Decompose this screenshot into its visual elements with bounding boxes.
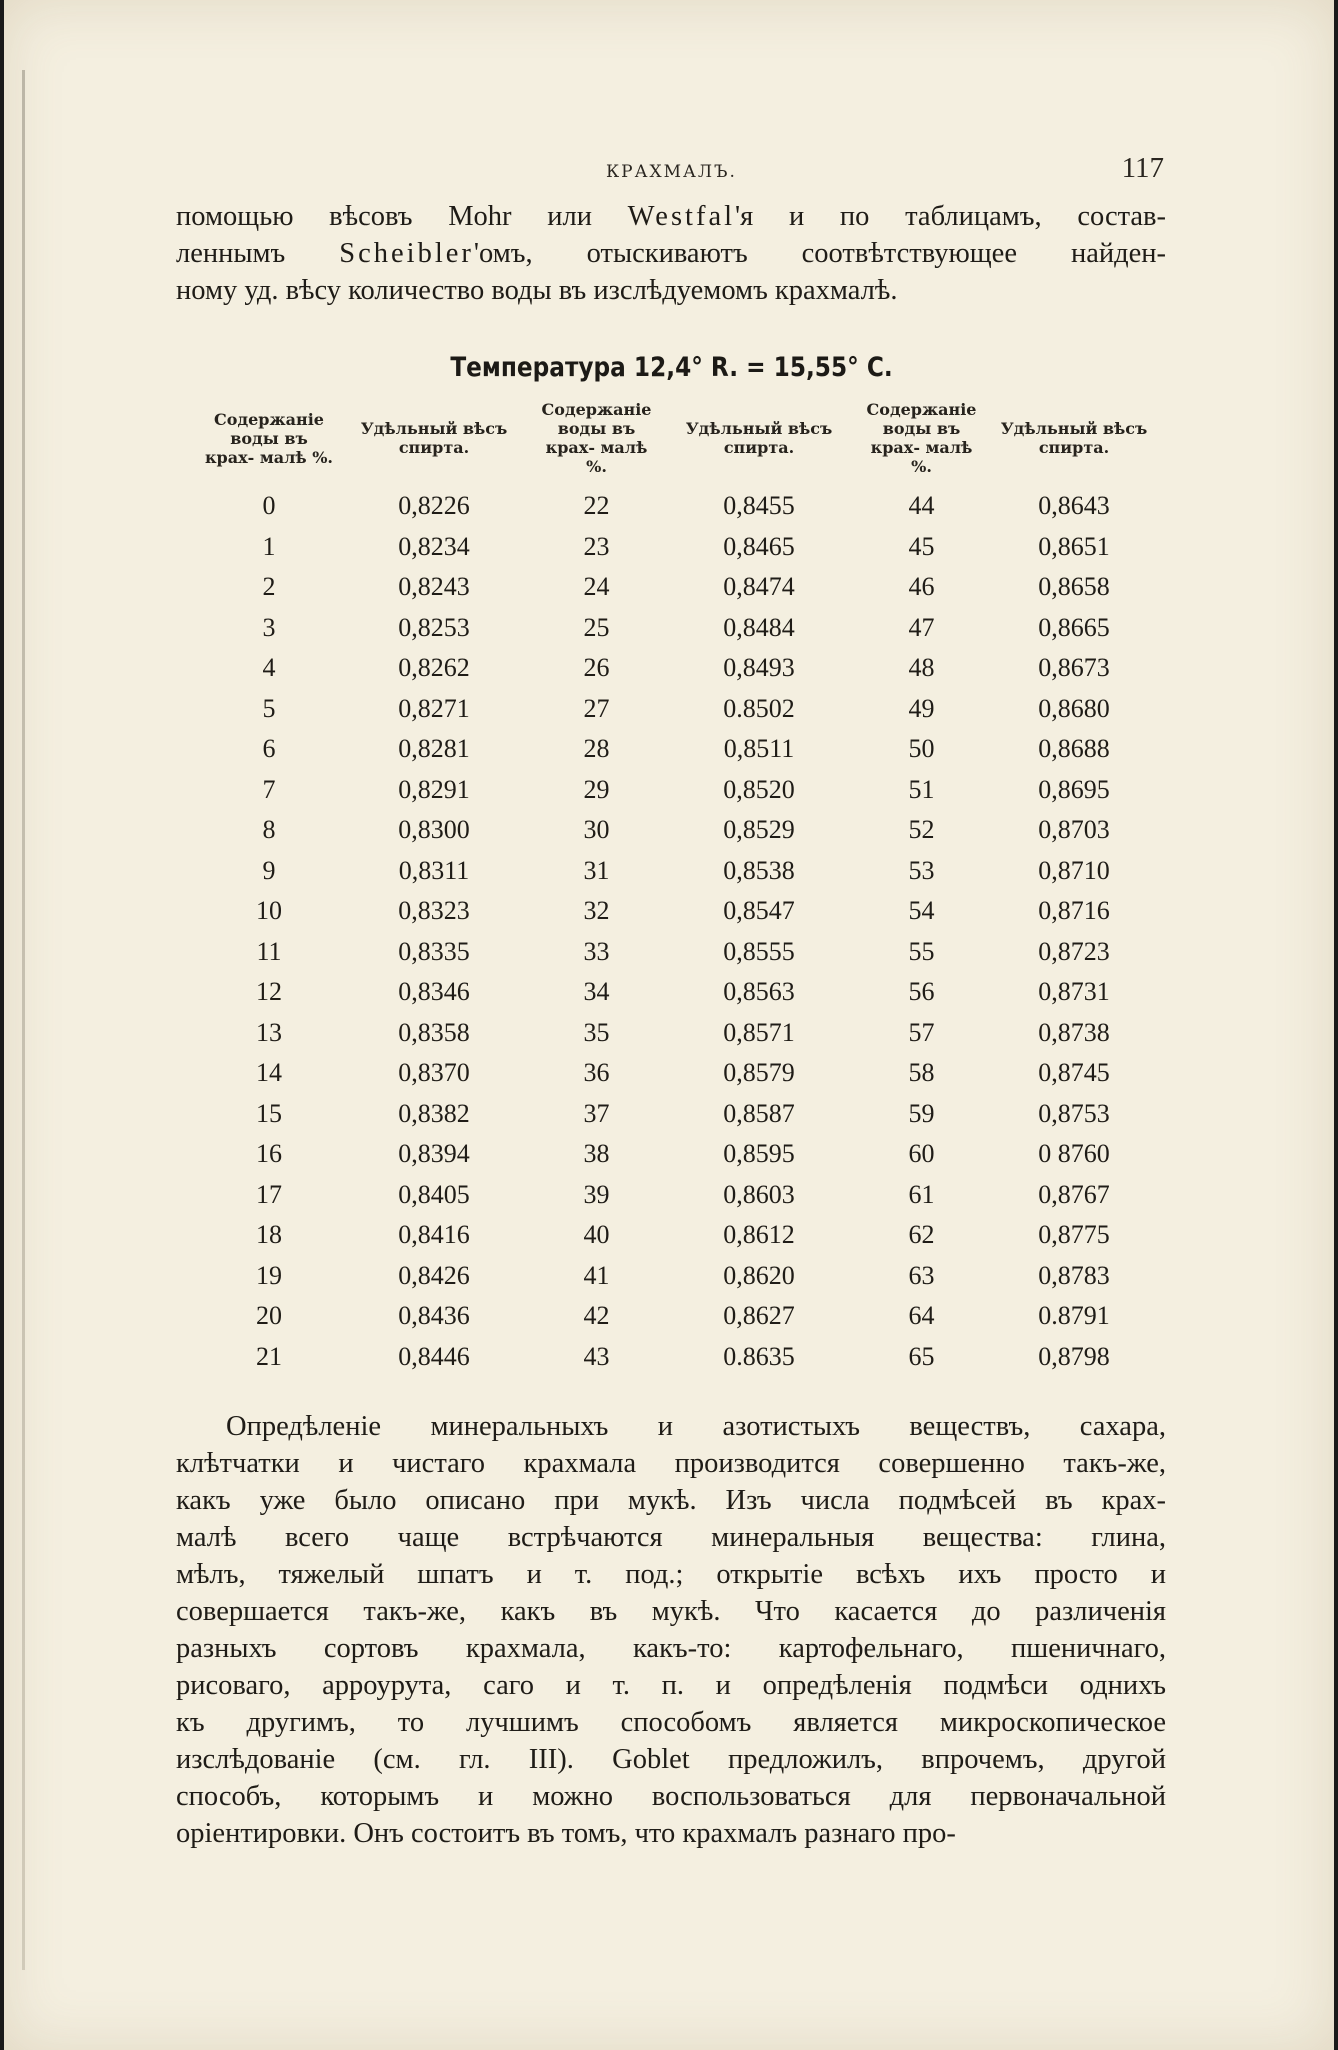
- table-row: [199, 851, 1159, 892]
- text-line: способъ, которымъ и можно воспользоваться для первоначальной: [176, 1781, 1166, 1812]
- cell-water-percent: 59: [908, 1098, 935, 1128]
- cell-specific-gravity: 0,8300: [398, 815, 470, 845]
- text-line: разныхъ сортовъ крахмала, какъ-то: картофельнаго, пшеничнаго,: [176, 1633, 1166, 1664]
- cell-water-percent: 18: [256, 1220, 282, 1250]
- cell-specific-gravity: 0,8511: [723, 734, 795, 764]
- cell-water-percent: 26: [583, 653, 610, 683]
- cell-water-percent: 6: [262, 734, 276, 764]
- cell-specific-gravity: 0,8382: [398, 1098, 470, 1128]
- cell-water-percent: 33: [583, 936, 610, 966]
- cell-specific-gravity: 0,8253: [398, 612, 470, 642]
- table-row: [199, 932, 1159, 973]
- cell-specific-gravity: 0,8745: [1038, 1058, 1110, 1088]
- cell-water-percent: 45: [908, 531, 935, 561]
- cell-specific-gravity: 0 8760: [1038, 1139, 1110, 1169]
- cell-specific-gravity: 0,8226: [398, 491, 470, 521]
- cell-water-percent: 12: [256, 977, 282, 1007]
- cell-water-percent: 64: [908, 1301, 935, 1331]
- cell-water-percent: 65: [908, 1341, 935, 1371]
- cell-specific-gravity: 0,8680: [1038, 693, 1110, 723]
- table-row: [199, 648, 1159, 689]
- cell-water-percent: 63: [908, 1260, 935, 1290]
- cell-specific-gravity: 0,8620: [723, 1260, 795, 1290]
- cell-specific-gravity: 0,8335: [398, 936, 470, 966]
- cell-water-percent: 2: [262, 572, 276, 602]
- cell-water-percent: 25: [583, 612, 610, 642]
- cell-water-percent: 1: [262, 531, 276, 561]
- cell-water-percent: 24: [583, 572, 610, 602]
- table-row: [199, 1215, 1159, 1256]
- table-row: [199, 608, 1159, 649]
- cell-water-percent: 23: [583, 531, 610, 561]
- cell-water-percent: 49: [908, 693, 935, 723]
- header-specific-gravity: Удѣльный вѣсъ спирта.: [1000, 419, 1148, 457]
- cell-water-percent: 52: [908, 815, 935, 845]
- table-row: [199, 810, 1159, 851]
- text-line: какъ уже было описано при мукѣ. Изъ числа подмѣсей въ крах-: [176, 1485, 1166, 1516]
- cell-specific-gravity: 0,8603: [723, 1179, 795, 1209]
- cell-water-percent: 54: [908, 896, 935, 926]
- table-row: [199, 972, 1159, 1013]
- cell-water-percent: 29: [583, 774, 610, 804]
- table-row: [199, 527, 1159, 568]
- cell-specific-gravity: 0,8595: [723, 1139, 795, 1169]
- cell-water-percent: 37: [583, 1098, 610, 1128]
- cell-specific-gravity: 0,8587: [723, 1098, 795, 1128]
- running-title: КРАХМАЛЪ.: [606, 162, 737, 182]
- header-specific-gravity: Удѣльный вѣсъ спирта.: [360, 419, 508, 457]
- cell-water-percent: 14: [256, 1058, 282, 1088]
- text-line: рисоваго, арроурута, саго и т. п. и опредѣленія подмѣси однихъ: [176, 1670, 1166, 1701]
- specific-gravity-table: [199, 400, 1159, 1377]
- cell-specific-gravity: 0,8465: [723, 531, 795, 561]
- cell-water-percent: 15: [256, 1098, 282, 1128]
- cell-specific-gravity: 0,8538: [723, 855, 795, 885]
- cell-water-percent: 31: [583, 855, 610, 885]
- cell-water-percent: 17: [256, 1179, 282, 1209]
- cell-specific-gravity: 0,8612: [723, 1220, 795, 1250]
- cell-specific-gravity: 0.8635: [723, 1341, 795, 1371]
- table-row: [199, 729, 1159, 770]
- text-line: ному уд. вѣсу количество воды въ изслѣдуемомъ крахмалѣ.: [176, 275, 898, 306]
- cell-specific-gravity: 0,8455: [723, 491, 795, 521]
- text-line: леннымъ Scheibler'омъ, отыскиваютъ соотвѣтствующее найден-: [176, 238, 1166, 269]
- cell-specific-gravity: 0,8405: [398, 1179, 470, 1209]
- cell-water-percent: 53: [908, 855, 935, 885]
- cell-specific-gravity: 0,8346: [398, 977, 470, 1007]
- cell-specific-gravity: 0,8520: [723, 774, 795, 804]
- table-row: [199, 1053, 1159, 1094]
- table-row: [199, 1094, 1159, 1135]
- cell-water-percent: 39: [583, 1179, 610, 1209]
- cell-specific-gravity: 0,8665: [1038, 612, 1110, 642]
- table-row: [199, 1337, 1159, 1378]
- cell-specific-gravity: 0,8643: [1038, 491, 1110, 521]
- cell-specific-gravity: 0,8710: [1038, 855, 1110, 885]
- cell-specific-gravity: 0,8484: [723, 612, 795, 642]
- cell-water-percent: 51: [908, 774, 935, 804]
- cell-specific-gravity: 0,8651: [1038, 531, 1110, 561]
- table-row: [199, 1256, 1159, 1297]
- cell-specific-gravity: 0,8579: [723, 1058, 795, 1088]
- cell-specific-gravity: 0,8243: [398, 572, 470, 602]
- cell-water-percent: 46: [908, 572, 935, 602]
- table-row: [199, 689, 1159, 730]
- cell-water-percent: 41: [583, 1260, 610, 1290]
- text-line: помощью вѣсовъ Mohr или Westfal'я и по таблицамъ, состав-: [176, 201, 1166, 232]
- cell-specific-gravity: 0,8703: [1038, 815, 1110, 845]
- cell-specific-gravity: 0,8474: [723, 572, 795, 602]
- cell-specific-gravity: 0,8547: [723, 896, 795, 926]
- paragraph-main: [176, 1408, 1166, 1852]
- cell-specific-gravity: 0,8753: [1038, 1098, 1110, 1128]
- table-row: [199, 1134, 1159, 1175]
- cell-water-percent: 30: [583, 815, 610, 845]
- cell-water-percent: 0: [262, 491, 276, 521]
- cell-water-percent: 47: [908, 612, 935, 642]
- cell-specific-gravity: 0,8767: [1038, 1179, 1110, 1209]
- cell-water-percent: 5: [262, 693, 276, 723]
- cell-water-percent: 21: [256, 1341, 282, 1371]
- cell-water-percent: 8: [262, 815, 276, 845]
- cell-specific-gravity: 0,8281: [398, 734, 470, 764]
- cell-specific-gravity: 0,8426: [398, 1260, 470, 1290]
- cell-specific-gravity: 0,8798: [1038, 1341, 1110, 1371]
- cell-water-percent: 11: [256, 936, 282, 966]
- text-line: клѣтчатки и чистаго крахмала производится совершенно такъ-же,: [176, 1448, 1166, 1479]
- cell-specific-gravity: 0.8791: [1038, 1301, 1110, 1331]
- cell-specific-gravity: 0,8716: [1038, 896, 1110, 926]
- cell-water-percent: 61: [908, 1179, 935, 1209]
- cell-water-percent: 32: [583, 896, 610, 926]
- cell-water-percent: 28: [583, 734, 610, 764]
- cell-specific-gravity: 0,8234: [398, 531, 470, 561]
- cell-specific-gravity: 0,8311: [398, 855, 470, 885]
- cell-water-percent: 62: [908, 1220, 935, 1250]
- cell-specific-gravity: 0,8673: [1038, 653, 1110, 683]
- text-line: оріентировки. Онъ состоитъ въ томъ, что крахмалъ разнаго про-: [176, 1818, 956, 1849]
- cell-water-percent: 44: [908, 491, 935, 521]
- running-head: [179, 152, 1164, 192]
- cell-specific-gravity: 0,8493: [723, 653, 795, 683]
- cell-specific-gravity: 0.8502: [723, 693, 795, 723]
- cell-water-percent: 27: [583, 693, 610, 723]
- cell-water-percent: 42: [583, 1301, 610, 1331]
- cell-specific-gravity: 0,8529: [723, 815, 795, 845]
- book-page: [4, 0, 1334, 2050]
- cell-specific-gravity: 0,8723: [1038, 936, 1110, 966]
- table-row: [199, 891, 1159, 932]
- cell-water-percent: 35: [583, 1017, 610, 1047]
- cell-specific-gravity: 0,8323: [398, 896, 470, 926]
- cell-specific-gravity: 0,8394: [398, 1139, 470, 1169]
- cell-water-percent: 58: [908, 1058, 935, 1088]
- cell-specific-gravity: 0,8436: [398, 1301, 470, 1331]
- cell-specific-gravity: 0,8658: [1038, 572, 1110, 602]
- cell-water-percent: 56: [908, 977, 935, 1007]
- text-line: Опредѣленіе минеральныхъ и азотистыхъ веществъ, сахара,: [226, 1411, 1166, 1442]
- cell-specific-gravity: 0,8555: [723, 936, 795, 966]
- cell-specific-gravity: 0,8571: [723, 1017, 795, 1047]
- cell-water-percent: 57: [908, 1017, 935, 1047]
- header-water-content: Содержаніе воды въ крах- малѣ %.: [866, 400, 977, 476]
- text-line: къ другимъ, то лучшимъ способомъ является микроскопическое: [176, 1707, 1166, 1738]
- table-row: [199, 1013, 1159, 1054]
- cell-water-percent: 40: [583, 1220, 610, 1250]
- cell-water-percent: 10: [256, 896, 282, 926]
- cell-water-percent: 43: [583, 1341, 610, 1371]
- cell-water-percent: 22: [583, 491, 610, 521]
- cell-specific-gravity: 0,8271: [398, 693, 470, 723]
- cell-specific-gravity: 0,8775: [1038, 1220, 1110, 1250]
- table-body: [199, 486, 1159, 1377]
- cell-water-percent: 34: [583, 977, 610, 1007]
- text-line: мѣлъ, тяжелый шпатъ и т. под.; открытіе всѣхъ ихъ просто и: [176, 1559, 1166, 1590]
- table-row: [199, 567, 1159, 608]
- cell-water-percent: 48: [908, 653, 935, 683]
- table-row: [199, 1175, 1159, 1216]
- cell-specific-gravity: 0,8262: [398, 653, 470, 683]
- cell-water-percent: 7: [262, 774, 276, 804]
- text-line: изслѣдованіе (см. гл. III). Goblet предложилъ, впрочемъ, другой: [176, 1744, 1166, 1775]
- cell-specific-gravity: 0,8783: [1038, 1260, 1110, 1290]
- cell-water-percent: 50: [908, 734, 935, 764]
- header-water-content: Содержаніе воды въ крах- малѣ %.: [205, 409, 333, 467]
- cell-specific-gravity: 0,8563: [723, 977, 795, 1007]
- cell-specific-gravity: 0,8731: [1038, 977, 1110, 1007]
- cell-specific-gravity: 0,8370: [398, 1058, 470, 1088]
- table-row: [199, 1296, 1159, 1337]
- cell-specific-gravity: 0,8688: [1038, 734, 1110, 764]
- cell-specific-gravity: 0,8695: [1038, 774, 1110, 804]
- cell-water-percent: 36: [583, 1058, 610, 1088]
- cell-water-percent: 9: [262, 855, 276, 885]
- cell-specific-gravity: 0,8416: [398, 1220, 470, 1250]
- cell-water-percent: 38: [583, 1139, 610, 1169]
- cell-water-percent: 13: [256, 1017, 282, 1047]
- cell-water-percent: 60: [908, 1139, 935, 1169]
- cell-specific-gravity: 0,8627: [723, 1301, 795, 1331]
- text-line: совершается такъ-же, какъ въ мукѣ. Что касается до различенія: [176, 1596, 1166, 1627]
- cell-water-percent: 16: [256, 1139, 282, 1169]
- text-line: малѣ всего чаще встрѣчаются минеральныя вещества: глина,: [176, 1522, 1166, 1553]
- table-caption: Температура 12,4° R. = 15,55° C.: [450, 352, 893, 383]
- table-row: [199, 770, 1159, 811]
- cell-specific-gravity: 0,8738: [1038, 1017, 1110, 1047]
- paragraph-intro: [176, 198, 1166, 309]
- header-specific-gravity: Удѣльный вѣсъ спирта.: [685, 419, 833, 457]
- header-water-content: Содержаніе воды въ крах- малѣ %.: [541, 400, 652, 476]
- cell-water-percent: 4: [262, 653, 276, 683]
- table-row: [199, 486, 1159, 527]
- cell-water-percent: 19: [256, 1260, 282, 1290]
- cell-specific-gravity: 0,8358: [398, 1017, 470, 1047]
- page-number: 117: [1121, 152, 1164, 184]
- cell-water-percent: 20: [256, 1301, 282, 1331]
- cell-water-percent: 55: [908, 936, 935, 966]
- cell-water-percent: 3: [262, 612, 276, 642]
- cell-specific-gravity: 0,8446: [398, 1341, 470, 1371]
- cell-specific-gravity: 0,8291: [398, 774, 470, 804]
- table-header-row: [199, 400, 1159, 486]
